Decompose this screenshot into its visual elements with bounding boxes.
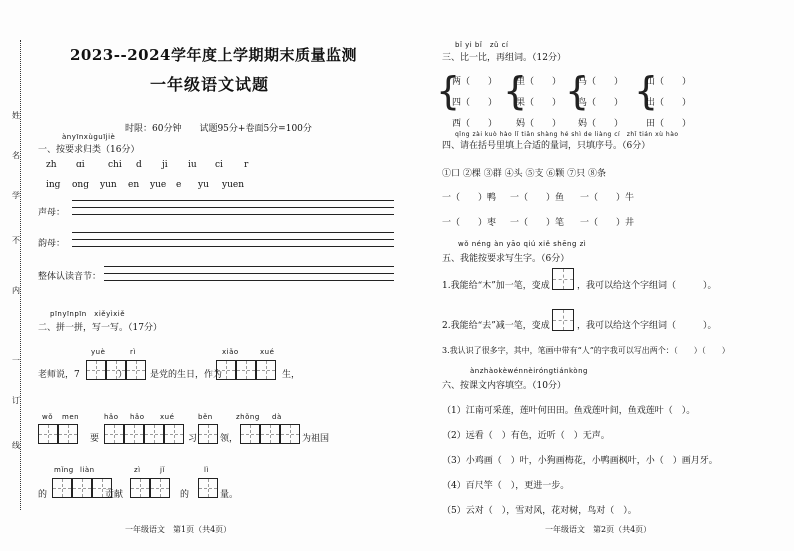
q4-item: 一（ ）鸭 [442, 193, 497, 203]
brace: { [503, 69, 528, 113]
answer-line[interactable] [104, 273, 394, 274]
answer-line[interactable] [104, 266, 394, 267]
q6-item: （2）远看（ ）有色，近听（ ）无声。 [442, 431, 610, 441]
q6-pinyin: ànzhàokèwénnèiróngtiánkòng [470, 367, 588, 375]
q2-py: hǎo [130, 413, 145, 421]
q3-item: 西（ ） [452, 119, 498, 129]
q1-letter: yun [100, 180, 117, 190]
q2-py: yuè [91, 348, 106, 356]
q6-title: 六、按课文内容填空。（10分） [442, 381, 566, 391]
q2-py: men [62, 413, 80, 421]
q2-py: xiǎo [222, 348, 239, 356]
writing-box[interactable] [38, 424, 58, 444]
q5-pinyin: wǒ néng àn yāo qiú xiě shēng zì [458, 240, 587, 248]
exam-title: 2023--2024学年度上学期期末质量监测 [70, 46, 357, 64]
q3-item: 两（ ） [452, 77, 498, 87]
margin-label: 内 [12, 286, 20, 295]
writing-box[interactable] [552, 268, 574, 290]
q2-py: dà [272, 413, 282, 421]
brace: { [565, 69, 590, 113]
q3-pinyin: bǐ yi bǐ zǔ cí [455, 41, 509, 49]
exam-info: 时限：60分钟 试题95分+卷面5分=100分 [125, 124, 312, 134]
q3-item: 马（ ） [578, 77, 624, 87]
q1-letter: ing [46, 180, 61, 190]
q4-pinyin: qǐng zài kuò hào lǐ tiān shàng hé shì de liàng cí zhǐ tián xù hào [455, 131, 679, 138]
q2-py: mǐng [54, 466, 74, 474]
q3-item: 妈（ ） [516, 119, 562, 129]
q3-item: 妈（ ） [578, 119, 624, 129]
page-footer: 一年级语文 第1页（共4页） [125, 525, 232, 534]
q5-item2: 2.我能给“去”减一笔，变成 [442, 321, 550, 331]
q2-text: 老师说，7 [38, 370, 80, 380]
q2-text: 的 [180, 490, 190, 500]
writing-box[interactable] [104, 424, 124, 444]
q6-item: （4）百尺竿（ ），更进一步。 [442, 481, 570, 491]
margin-label: 订 [12, 396, 20, 405]
q2-text: 为祖国 [302, 434, 330, 444]
q2-py: zì [134, 466, 141, 474]
q3-item: 四（ ） [452, 98, 498, 108]
q2-py: hǎo [104, 413, 119, 421]
writing-box[interactable] [164, 424, 184, 444]
q6-item: （5）云对（ ），雪对风，花对树，鸟对（ ）。 [442, 506, 637, 516]
q1-letter: yu [198, 180, 209, 190]
margin-label: 姓 [12, 111, 20, 120]
writing-box[interactable] [280, 424, 300, 444]
q1-letter: e [176, 180, 182, 190]
margin-label: 名 [12, 151, 20, 160]
page-footer: 一年级语文 第2页（共4页） [545, 525, 652, 534]
brace: { [634, 69, 659, 113]
writing-box[interactable] [130, 478, 150, 498]
q1-letter: r [244, 160, 249, 170]
q4-options: ①口 ②棵 ③群 ④头 ⑤支 ⑥颗 ⑦只 ⑧条 [442, 169, 607, 179]
q6-item: （1）江南可采莲，莲叶何田田。鱼戏莲叶间，鱼戏莲叶（ ）。 [442, 406, 696, 416]
q5-item1: 1.我能给“木”加一笔，变成 [442, 281, 550, 291]
q4-item: 一（ ）枣 [442, 218, 497, 228]
q3-title: 三、比一比，再组词。（12分） [442, 53, 566, 63]
q2-pinyin: pīnyīnpīn xiěyìxiě [50, 310, 126, 318]
brace: { [436, 69, 461, 113]
answer-line[interactable] [72, 214, 394, 215]
answer-line[interactable] [72, 239, 394, 240]
q1-letter: yuen [222, 180, 245, 190]
q2-text: 习 [188, 434, 198, 444]
writing-box[interactable] [144, 424, 164, 444]
writing-box[interactable] [52, 478, 72, 498]
q1-letter: ji [162, 160, 168, 170]
q2-text: 生， [282, 370, 301, 380]
q4-item: 一（ ）井 [580, 218, 635, 228]
q1-letter: zh [46, 160, 57, 170]
q2-text: 是党的生日，作为 [150, 370, 223, 380]
q2-py: zhǒng [236, 413, 260, 421]
writing-box[interactable] [240, 424, 260, 444]
q3-item: 果（ ） [516, 98, 562, 108]
q1-letter: chi [108, 160, 122, 170]
q3-item: 里（ ） [516, 77, 562, 87]
writing-box[interactable] [198, 424, 218, 444]
answer-line[interactable] [104, 280, 394, 281]
writing-box[interactable] [256, 360, 276, 380]
exam-subtitle: 一年级语文试题 [150, 75, 270, 94]
q4-item: 一（ ）鱼 [510, 193, 565, 203]
q2-py: xué [260, 348, 275, 356]
q5-title: 五、我能按要求写生字。（6分） [442, 254, 570, 264]
q2-text: 量。 [220, 490, 239, 500]
q1-letter: en [128, 180, 140, 190]
q5-item2-tail: ，我可以给这个字组词（ ）。 [577, 321, 717, 331]
q3-item: 田（ ） [646, 119, 692, 129]
margin-label: 线 [12, 441, 20, 450]
margin-label: 学 [12, 191, 20, 200]
answer-line[interactable] [72, 200, 394, 201]
q4-title: 四、请在括号里填上合适的量词，只填序号。（6分） [442, 141, 651, 151]
q2-py: wǒ [42, 413, 54, 421]
q3-item: 山（ ） [646, 77, 692, 87]
q5-item3: 3.我认识了很多字，其中，笔画中带有“人”的字我可以写出两个：（ ）（ ） [442, 346, 730, 355]
writing-box[interactable] [552, 309, 574, 331]
writing-box[interactable] [58, 424, 78, 444]
q1-letter: ong [72, 180, 89, 190]
q3-item: 鸟（ ） [578, 98, 624, 108]
margin-label: 一 [12, 356, 20, 365]
q1-letter: ci [215, 160, 223, 170]
q2-py: jǐ [160, 466, 165, 474]
answer-line[interactable] [72, 246, 394, 247]
answer-line[interactable] [72, 232, 394, 233]
q3-item: 出（ ） [646, 98, 692, 108]
writing-box[interactable] [150, 478, 170, 498]
writing-box[interactable] [124, 424, 144, 444]
q2-text: 的 [38, 490, 48, 500]
q6-item: （3）小鸡画（ ）叶，小狗画梅花，小鸭画枫叶，小（ ）画月牙。 [442, 456, 718, 466]
q2-py: běn [198, 413, 213, 421]
writing-box[interactable] [216, 360, 236, 380]
q2-text: 要 [90, 434, 100, 444]
q5-item1-tail: ，我可以给这个字组词（ ）。 [577, 281, 717, 291]
q1-letter: yue [150, 180, 167, 190]
q2-text: 贡献 [105, 490, 124, 500]
writing-box[interactable] [86, 360, 106, 380]
q2-py: lì [204, 466, 209, 474]
margin-label: 不 [12, 236, 20, 245]
q2-py: rì [130, 348, 136, 356]
q1-letter: ɑi [76, 160, 85, 170]
q4-item: 一（ ）笔 [510, 218, 565, 228]
q2-py: liàn [80, 466, 95, 474]
q1-letter: iu [188, 160, 197, 170]
q4-item: 一（ ）牛 [580, 193, 635, 203]
q1-letter: d [136, 160, 142, 170]
q2-text: 领， [220, 434, 239, 444]
q2-text: ） [118, 370, 128, 380]
writing-box[interactable] [126, 360, 146, 380]
writing-box[interactable] [72, 478, 92, 498]
writing-box[interactable] [236, 360, 256, 380]
q1-title: 一、按要求归类（16分） [38, 145, 140, 155]
writing-box[interactable] [198, 478, 218, 498]
writing-box[interactable] [260, 424, 280, 444]
q1-label: 声母： [38, 208, 66, 218]
q1-label: 韵母： [38, 239, 66, 249]
q2-title: 二、拼一拼，写一写。（17分） [38, 323, 162, 333]
q2-py: xué [160, 413, 175, 421]
answer-line[interactable] [72, 207, 394, 208]
q1-label: 整体认读音节： [38, 272, 102, 282]
q1-pinyin: ànyīnxùguījiè [62, 133, 116, 141]
binding-line [20, 40, 21, 510]
